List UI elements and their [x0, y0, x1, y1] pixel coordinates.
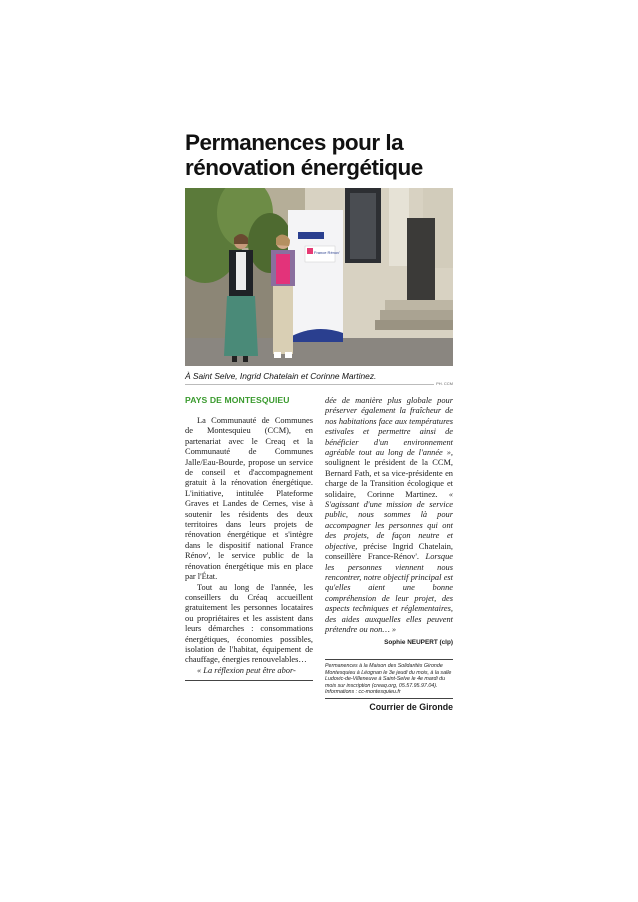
article-photo	[185, 188, 453, 366]
left-column	[185, 396, 313, 712]
photo-credit: PH. CCM	[436, 381, 453, 386]
photo-caption: À Saint Selve, Ingrid Chatelain et Corinne Martinez.	[185, 371, 377, 381]
quote-part-2: « S'agissant d'une mission de service public, nous sommes là pour accompagner les personnes qui ont des projets, de façon neutre et objective,	[325, 489, 453, 551]
right-body	[325, 396, 453, 635]
text-part-2: précise Ingrid Chatelain, conseillère France-Rénov'.	[325, 541, 453, 562]
source-rule	[325, 698, 453, 699]
info-box: Permanences à la Maison des Solidarités Gironde Montesquieu à Léognan le 3e jeudi du mois, à la salle Ludovic-de-Villeneuve à Saint-Selve le 4e mardi du mois sur inscription (creaq.org, 05.57.95.97.04). Informations : cc-montesquieu.fr	[325, 659, 453, 696]
newspaper-source: Courrier de Gironde	[369, 701, 453, 712]
text-part-1: soulignent le président de la CCM, Bernard Fath, et sa vice-présidente en charge de la Transition écologique et solidaire, Corinne Martinez.	[325, 458, 453, 499]
banner-text: France Rénov'	[314, 250, 340, 255]
author-signature: Sophie NEUPERT (clp)	[384, 639, 453, 647]
column-end-rule	[185, 680, 313, 681]
paragraph-2: Tout au long de l'année, les conseillers du Créaq accueillent gratuitement les personnes locataires ou propriétaires et les assistent dans leurs démarches : consommations énergétiques, économies possibles, isolation de l'habitat, équipement de chauffage, énergies renouvelables…	[185, 582, 313, 665]
left-body	[185, 416, 313, 676]
headline	[185, 130, 453, 180]
quote-start: « La réflexion peut être abor-	[197, 665, 296, 675]
article	[185, 130, 453, 712]
article-columns	[185, 396, 453, 712]
headline-line-2: rénovation énergétique	[185, 155, 423, 180]
headline-line-1: Permanences pour la	[185, 130, 404, 155]
right-column	[325, 396, 453, 712]
quote-part-3: Lorsque les personnes viennent nous rencontrer, notre objectif principal est qu'elles aient une bonne compréhension de leur projet, des aspects techniques et réglementaires, des aides auxquelles elles peuvent prétendre ou non… »	[325, 552, 453, 634]
photo-illustration	[185, 188, 453, 366]
credit-rule	[185, 381, 453, 390]
quote-part-1: dée de manière plus globale pour préserver également la fraîcheur de nos habitations face aux températures estivales et permettre ainsi de bénéficier d'un environnement agréable tout au long de l'année »,	[325, 396, 453, 458]
paragraph-3	[185, 666, 313, 676]
section-label: PAYS DE MONTESQUIEU	[185, 395, 290, 405]
paragraph-4	[325, 396, 453, 635]
paragraph-1: La Communauté de Communes de Montesquieu (CCM), en partenariat avec le Creaq et la Communauté de Communes Jalle/Eau-Bourde, propose un service de conseil et d'accompagnement gratuit à la rénovation énergétique. L'initiative, intitulée Plateforme Graves et Landes de Cernes, vise à soutenir les résidents des deux territoires dans leurs projets de rénovation énergétique et s'intègre dans le dispositif national France Rénov', le service public de la rénovation énergétique mis en place par l'État.	[185, 416, 313, 582]
